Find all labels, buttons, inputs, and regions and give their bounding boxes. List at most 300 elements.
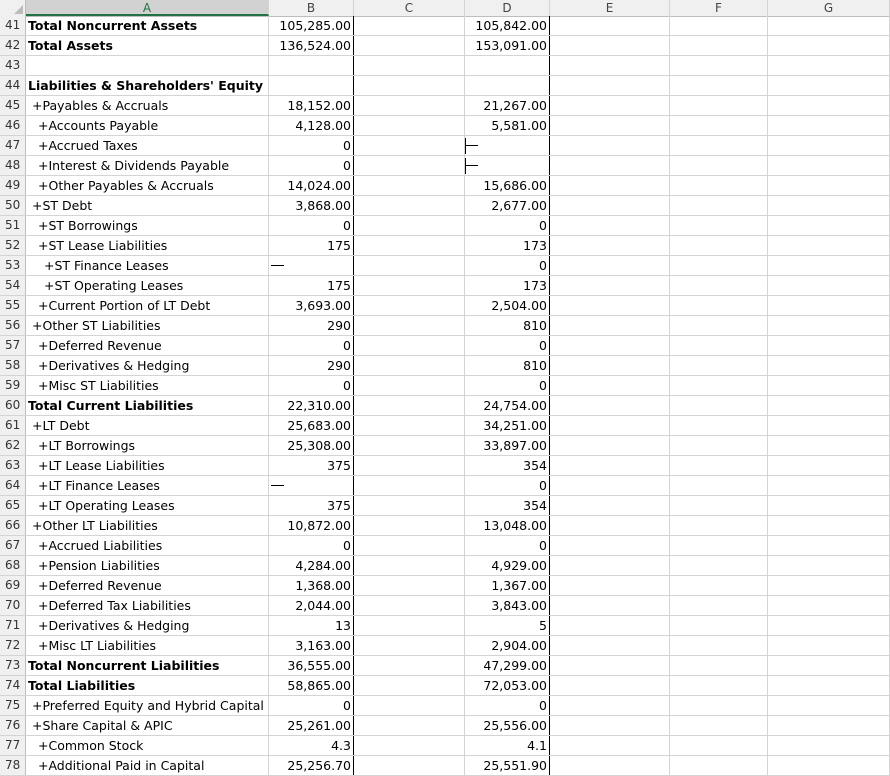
cell-f[interactable] xyxy=(670,256,768,275)
row-number[interactable]: 73 xyxy=(0,656,26,675)
cell-value-d[interactable]: 105,842.00 xyxy=(465,16,550,35)
cell-g[interactable] xyxy=(768,756,890,775)
cell-value-d[interactable]: 34,251.00 xyxy=(465,416,550,435)
cell-g[interactable] xyxy=(768,676,890,695)
cell-value-d[interactable]: 13,048.00 xyxy=(465,516,550,535)
cell-f[interactable] xyxy=(670,196,768,215)
cell-g[interactable] xyxy=(768,196,890,215)
cell-f[interactable] xyxy=(670,736,768,755)
cell-value-b[interactable]: 105,285.00 xyxy=(269,16,354,35)
cell-value-b[interactable]: 4.3 xyxy=(269,736,354,755)
cell-c[interactable] xyxy=(354,756,465,775)
cell-f[interactable] xyxy=(670,36,768,55)
row-number[interactable]: 69 xyxy=(0,576,26,595)
cell-f[interactable] xyxy=(670,456,768,475)
cell-g[interactable] xyxy=(768,536,890,555)
cell-c[interactable] xyxy=(354,16,465,35)
cell-e[interactable] xyxy=(550,456,670,475)
cell-f[interactable] xyxy=(670,536,768,555)
row-number[interactable]: 45 xyxy=(0,96,26,115)
cell-value-d[interactable]: 0 xyxy=(465,376,550,395)
cell-f[interactable] xyxy=(670,16,768,35)
cell-e[interactable] xyxy=(550,216,670,235)
cell-value-d[interactable]: 0 xyxy=(465,536,550,555)
cell-g[interactable] xyxy=(768,176,890,195)
row-number[interactable]: 64 xyxy=(0,476,26,495)
cell-f[interactable] xyxy=(670,496,768,515)
cell-c[interactable] xyxy=(354,296,465,315)
row-number[interactable]: 71 xyxy=(0,616,26,635)
cell-g[interactable] xyxy=(768,516,890,535)
cell-g[interactable] xyxy=(768,316,890,335)
cell-g[interactable] xyxy=(768,356,890,375)
column-header-c[interactable]: C xyxy=(354,0,465,16)
cell-label[interactable]: +Accrued Taxes xyxy=(26,136,269,155)
cell-c[interactable] xyxy=(354,396,465,415)
cell-c[interactable] xyxy=(354,156,465,175)
cell-value-b[interactable] xyxy=(269,256,354,275)
cell-label[interactable]: +Derivatives & Hedging xyxy=(26,356,269,375)
cell-e[interactable] xyxy=(550,336,670,355)
row-number[interactable]: 65 xyxy=(0,496,26,515)
cell-label[interactable]: +Other ST Liabilities xyxy=(26,316,269,335)
cell-c[interactable] xyxy=(354,56,465,75)
cell-c[interactable] xyxy=(354,496,465,515)
cell-label[interactable]: Total Assets xyxy=(26,36,269,55)
cell-value-b[interactable]: 0 xyxy=(269,376,354,395)
cell-value-b[interactable]: 136,524.00 xyxy=(269,36,354,55)
cell-label[interactable]: +Share Capital & APIC xyxy=(26,716,269,735)
cell-c[interactable] xyxy=(354,316,465,335)
cell-g[interactable] xyxy=(768,116,890,135)
cell-label[interactable]: +Accounts Payable xyxy=(26,116,269,135)
cell-f[interactable] xyxy=(670,716,768,735)
cell-value-b[interactable]: 58,865.00 xyxy=(269,676,354,695)
cell-value-d[interactable] xyxy=(465,76,550,95)
cell-c[interactable] xyxy=(354,356,465,375)
cell-g[interactable] xyxy=(768,136,890,155)
cell-c[interactable] xyxy=(354,216,465,235)
cell-c[interactable] xyxy=(354,516,465,535)
cell-e[interactable] xyxy=(550,56,670,75)
cell-e[interactable] xyxy=(550,476,670,495)
cell-f[interactable] xyxy=(670,76,768,95)
cell-g[interactable] xyxy=(768,636,890,655)
row-number[interactable]: 51 xyxy=(0,216,26,235)
cell-label[interactable]: +LT Finance Leases xyxy=(26,476,269,495)
cell-g[interactable] xyxy=(768,556,890,575)
cell-label[interactable]: +Preferred Equity and Hybrid Capital xyxy=(26,696,269,715)
row-number[interactable]: 59 xyxy=(0,376,26,395)
cell-value-b[interactable]: 0 xyxy=(269,136,354,155)
row-number[interactable]: 48 xyxy=(0,156,26,175)
cell-label[interactable]: +Accrued Liabilities xyxy=(26,536,269,555)
cell-g[interactable] xyxy=(768,56,890,75)
cell-e[interactable] xyxy=(550,236,670,255)
cell-label[interactable]: Liabilities & Shareholders' Equity xyxy=(26,76,269,95)
cell-f[interactable] xyxy=(670,376,768,395)
cell-g[interactable] xyxy=(768,656,890,675)
cell-e[interactable] xyxy=(550,536,670,555)
cell-c[interactable] xyxy=(354,576,465,595)
cell-f[interactable] xyxy=(670,476,768,495)
cell-g[interactable] xyxy=(768,236,890,255)
cell-value-b[interactable]: 4,128.00 xyxy=(269,116,354,135)
cell-f[interactable] xyxy=(670,56,768,75)
cell-c[interactable] xyxy=(354,236,465,255)
cell-e[interactable] xyxy=(550,76,670,95)
cell-c[interactable] xyxy=(354,196,465,215)
cell-value-b[interactable]: 2,044.00 xyxy=(269,596,354,615)
cell-label[interactable]: +Payables & Accruals xyxy=(26,96,269,115)
cell-value-d[interactable]: 173 xyxy=(465,236,550,255)
cell-value-d[interactable]: 0 xyxy=(465,696,550,715)
cell-g[interactable] xyxy=(768,256,890,275)
cell-c[interactable] xyxy=(354,276,465,295)
cell-e[interactable] xyxy=(550,696,670,715)
row-number[interactable]: 50 xyxy=(0,196,26,215)
cell-e[interactable] xyxy=(550,636,670,655)
cell-e[interactable] xyxy=(550,36,670,55)
cell-label[interactable]: Total Liabilities xyxy=(26,676,269,695)
cell-c[interactable] xyxy=(354,536,465,555)
cell-c[interactable] xyxy=(354,176,465,195)
cell-c[interactable] xyxy=(354,436,465,455)
row-number[interactable]: 42 xyxy=(0,36,26,55)
cell-value-b[interactable] xyxy=(269,76,354,95)
cell-value-b[interactable]: 0 xyxy=(269,336,354,355)
cell-value-d[interactable] xyxy=(465,136,550,155)
cell-e[interactable] xyxy=(550,576,670,595)
cell-value-b[interactable]: 10,872.00 xyxy=(269,516,354,535)
cell-c[interactable] xyxy=(354,36,465,55)
cell-label[interactable]: Total Noncurrent Assets xyxy=(26,16,269,35)
row-number[interactable]: 66 xyxy=(0,516,26,535)
cell-label[interactable]: +Other Payables & Accruals xyxy=(26,176,269,195)
cell-c[interactable] xyxy=(354,556,465,575)
row-number[interactable]: 55 xyxy=(0,296,26,315)
cell-value-b[interactable]: 25,261.00 xyxy=(269,716,354,735)
cell-label[interactable]: +ST Operating Leases xyxy=(26,276,269,295)
cell-value-b[interactable]: 0 xyxy=(269,156,354,175)
cell-g[interactable] xyxy=(768,436,890,455)
cell-value-b[interactable] xyxy=(269,56,354,75)
cell-value-b[interactable]: 25,683.00 xyxy=(269,416,354,435)
cell-g[interactable] xyxy=(768,576,890,595)
cell-g[interactable] xyxy=(768,336,890,355)
cell-e[interactable] xyxy=(550,256,670,275)
cell-g[interactable] xyxy=(768,216,890,235)
cell-value-d[interactable]: 0 xyxy=(465,216,550,235)
cell-label[interactable]: +ST Lease Liabilities xyxy=(26,236,269,255)
cell-g[interactable] xyxy=(768,496,890,515)
cell-e[interactable] xyxy=(550,196,670,215)
row-number[interactable]: 72 xyxy=(0,636,26,655)
row-number[interactable]: 41 xyxy=(0,16,26,35)
cell-g[interactable] xyxy=(768,736,890,755)
cell-label[interactable]: +LT Borrowings xyxy=(26,436,269,455)
cell-g[interactable] xyxy=(768,76,890,95)
cell-label[interactable]: Total Noncurrent Liabilities xyxy=(26,656,269,675)
cell-f[interactable] xyxy=(670,676,768,695)
cell-e[interactable] xyxy=(550,316,670,335)
cell-e[interactable] xyxy=(550,596,670,615)
cell-value-b[interactable]: 25,308.00 xyxy=(269,436,354,455)
row-number[interactable]: 58 xyxy=(0,356,26,375)
row-number[interactable]: 56 xyxy=(0,316,26,335)
cell-f[interactable] xyxy=(670,236,768,255)
cell-c[interactable] xyxy=(354,616,465,635)
cell-e[interactable] xyxy=(550,276,670,295)
cell-c[interactable] xyxy=(354,96,465,115)
cell-f[interactable] xyxy=(670,616,768,635)
cell-value-d[interactable]: 2,504.00 xyxy=(465,296,550,315)
cell-label[interactable]: +ST Debt xyxy=(26,196,269,215)
cell-value-b[interactable]: 0 xyxy=(269,696,354,715)
cell-c[interactable] xyxy=(354,136,465,155)
cell-f[interactable] xyxy=(670,156,768,175)
cell-value-d[interactable]: 4,929.00 xyxy=(465,556,550,575)
row-number[interactable]: 43 xyxy=(0,56,26,75)
cell-e[interactable] xyxy=(550,556,670,575)
column-header-a[interactable]: A xyxy=(26,0,269,16)
cell-f[interactable] xyxy=(670,276,768,295)
row-number[interactable]: 44 xyxy=(0,76,26,95)
cell-f[interactable] xyxy=(670,436,768,455)
cell-value-d[interactable]: 15,686.00 xyxy=(465,176,550,195)
cell-f[interactable] xyxy=(670,696,768,715)
cell-label[interactable]: +Derivatives & Hedging xyxy=(26,616,269,635)
cell-g[interactable] xyxy=(768,296,890,315)
cell-value-b[interactable]: 1,368.00 xyxy=(269,576,354,595)
cell-value-b[interactable]: 13 xyxy=(269,616,354,635)
cell-value-b[interactable]: 175 xyxy=(269,236,354,255)
row-number[interactable]: 49 xyxy=(0,176,26,195)
cell-e[interactable] xyxy=(550,356,670,375)
cell-value-b[interactable]: 375 xyxy=(269,496,354,515)
cell-label[interactable]: +LT Operating Leases xyxy=(26,496,269,515)
cell-value-b[interactable]: 25,256.70 xyxy=(269,756,354,775)
cell-f[interactable] xyxy=(670,316,768,335)
cell-c[interactable] xyxy=(354,676,465,695)
column-header-g[interactable]: G xyxy=(768,0,890,16)
cell-value-d[interactable]: 2,904.00 xyxy=(465,636,550,655)
cell-value-d[interactable]: 25,556.00 xyxy=(465,716,550,735)
cell-e[interactable] xyxy=(550,416,670,435)
cell-value-b[interactable]: 3,693.00 xyxy=(269,296,354,315)
cell-c[interactable] xyxy=(354,376,465,395)
cell-label[interactable]: +Interest & Dividends Payable xyxy=(26,156,269,175)
cell-value-d[interactable]: 153,091.00 xyxy=(465,36,550,55)
cell-f[interactable] xyxy=(670,756,768,775)
cell-g[interactable] xyxy=(768,376,890,395)
cell-e[interactable] xyxy=(550,676,670,695)
cell-label[interactable]: +Additional Paid in Capital xyxy=(26,756,269,775)
cell-value-b[interactable] xyxy=(269,476,354,495)
cell-value-d[interactable]: 810 xyxy=(465,356,550,375)
cell-g[interactable] xyxy=(768,476,890,495)
cell-value-d[interactable]: 0 xyxy=(465,336,550,355)
cell-g[interactable] xyxy=(768,696,890,715)
cell-c[interactable] xyxy=(354,416,465,435)
cell-c[interactable] xyxy=(354,476,465,495)
cell-c[interactable] xyxy=(354,116,465,135)
row-number[interactable]: 57 xyxy=(0,336,26,355)
cell-value-d[interactable]: 24,754.00 xyxy=(465,396,550,415)
cell-c[interactable] xyxy=(354,76,465,95)
cell-e[interactable] xyxy=(550,96,670,115)
cell-label[interactable]: +Deferred Revenue xyxy=(26,576,269,595)
cell-value-b[interactable]: 0 xyxy=(269,536,354,555)
cell-f[interactable] xyxy=(670,336,768,355)
cell-value-b[interactable]: 290 xyxy=(269,356,354,375)
cell-value-b[interactable]: 0 xyxy=(269,216,354,235)
cell-value-d[interactable] xyxy=(465,156,550,175)
cell-f[interactable] xyxy=(670,216,768,235)
cell-f[interactable] xyxy=(670,636,768,655)
cell-f[interactable] xyxy=(670,396,768,415)
cell-label[interactable]: +Other LT Liabilities xyxy=(26,516,269,535)
cell-value-d[interactable]: 25,551.90 xyxy=(465,756,550,775)
cell-label[interactable]: +ST Borrowings xyxy=(26,216,269,235)
cell-f[interactable] xyxy=(670,556,768,575)
cell-value-b[interactable]: 14,024.00 xyxy=(269,176,354,195)
row-number[interactable]: 63 xyxy=(0,456,26,475)
cell-e[interactable] xyxy=(550,756,670,775)
cell-value-b[interactable]: 375 xyxy=(269,456,354,475)
cell-value-d[interactable]: 4.1 xyxy=(465,736,550,755)
cell-f[interactable] xyxy=(670,176,768,195)
row-number[interactable]: 60 xyxy=(0,396,26,415)
cell-c[interactable] xyxy=(354,636,465,655)
cell-value-d[interactable]: 354 xyxy=(465,456,550,475)
cell-e[interactable] xyxy=(550,436,670,455)
cell-f[interactable] xyxy=(670,576,768,595)
column-header-b[interactable]: B xyxy=(269,0,354,16)
cell-f[interactable] xyxy=(670,416,768,435)
row-number[interactable]: 77 xyxy=(0,736,26,755)
row-number[interactable]: 78 xyxy=(0,756,26,775)
row-number[interactable]: 52 xyxy=(0,236,26,255)
cell-f[interactable] xyxy=(670,136,768,155)
cell-f[interactable] xyxy=(670,656,768,675)
cell-e[interactable] xyxy=(550,656,670,675)
cell-value-b[interactable]: 18,152.00 xyxy=(269,96,354,115)
cell-e[interactable] xyxy=(550,296,670,315)
cell-c[interactable] xyxy=(354,456,465,475)
row-number[interactable]: 74 xyxy=(0,676,26,695)
cell-c[interactable] xyxy=(354,596,465,615)
cell-g[interactable] xyxy=(768,416,890,435)
cell-g[interactable] xyxy=(768,396,890,415)
cell-g[interactable] xyxy=(768,156,890,175)
cell-value-b[interactable]: 290 xyxy=(269,316,354,335)
cell-e[interactable] xyxy=(550,496,670,515)
cell-value-d[interactable]: 21,267.00 xyxy=(465,96,550,115)
row-number[interactable]: 68 xyxy=(0,556,26,575)
cell-e[interactable] xyxy=(550,736,670,755)
cell-e[interactable] xyxy=(550,396,670,415)
cell-value-d[interactable]: 5 xyxy=(465,616,550,635)
cell-c[interactable] xyxy=(354,696,465,715)
select-all-corner[interactable] xyxy=(0,0,26,16)
cell-value-b[interactable]: 175 xyxy=(269,276,354,295)
cell-c[interactable] xyxy=(354,736,465,755)
cell-value-d[interactable]: 0 xyxy=(465,256,550,275)
cell-e[interactable] xyxy=(550,136,670,155)
cell-label[interactable] xyxy=(26,56,269,75)
cell-f[interactable] xyxy=(670,116,768,135)
cell-value-d[interactable]: 2,677.00 xyxy=(465,196,550,215)
cell-c[interactable] xyxy=(354,716,465,735)
row-number[interactable]: 47 xyxy=(0,136,26,155)
cell-label[interactable]: +LT Debt xyxy=(26,416,269,435)
cell-value-d[interactable]: 72,053.00 xyxy=(465,676,550,695)
cell-value-d[interactable]: 1,367.00 xyxy=(465,576,550,595)
cell-value-d[interactable]: 810 xyxy=(465,316,550,335)
row-number[interactable]: 53 xyxy=(0,256,26,275)
cell-e[interactable] xyxy=(550,616,670,635)
cell-f[interactable] xyxy=(670,596,768,615)
cell-value-d[interactable]: 354 xyxy=(465,496,550,515)
cell-g[interactable] xyxy=(768,596,890,615)
cell-value-d[interactable]: 0 xyxy=(465,476,550,495)
cell-label[interactable]: +Pension Liabilities xyxy=(26,556,269,575)
column-header-e[interactable]: E xyxy=(550,0,670,16)
cell-value-d[interactable]: 3,843.00 xyxy=(465,596,550,615)
cell-label[interactable]: +Deferred Tax Liabilities xyxy=(26,596,269,615)
cell-g[interactable] xyxy=(768,616,890,635)
cell-c[interactable] xyxy=(354,336,465,355)
cell-label[interactable]: +LT Lease Liabilities xyxy=(26,456,269,475)
column-header-f[interactable]: F xyxy=(670,0,768,16)
column-header-d[interactable]: D xyxy=(465,0,550,16)
cell-c[interactable] xyxy=(354,256,465,275)
cell-label[interactable]: +Current Portion of LT Debt xyxy=(26,296,269,315)
cell-label[interactable]: +ST Finance Leases xyxy=(26,256,269,275)
cell-value-b[interactable]: 22,310.00 xyxy=(269,396,354,415)
cell-e[interactable] xyxy=(550,16,670,35)
row-number[interactable]: 76 xyxy=(0,716,26,735)
cell-f[interactable] xyxy=(670,516,768,535)
cell-g[interactable] xyxy=(768,96,890,115)
cell-f[interactable] xyxy=(670,96,768,115)
cell-e[interactable] xyxy=(550,176,670,195)
row-number[interactable]: 75 xyxy=(0,696,26,715)
cell-g[interactable] xyxy=(768,36,890,55)
cell-e[interactable] xyxy=(550,516,670,535)
cell-label[interactable]: +Misc LT Liabilities xyxy=(26,636,269,655)
cell-g[interactable] xyxy=(768,276,890,295)
cell-e[interactable] xyxy=(550,156,670,175)
cell-value-b[interactable]: 3,163.00 xyxy=(269,636,354,655)
cell-label[interactable]: +Deferred Revenue xyxy=(26,336,269,355)
row-number[interactable]: 46 xyxy=(0,116,26,135)
cell-value-d[interactable]: 173 xyxy=(465,276,550,295)
cell-label[interactable]: Total Current Liabilities xyxy=(26,396,269,415)
cell-g[interactable] xyxy=(768,456,890,475)
cell-label[interactable]: +Misc ST Liabilities xyxy=(26,376,269,395)
cell-g[interactable] xyxy=(768,716,890,735)
row-number[interactable]: 62 xyxy=(0,436,26,455)
cell-label[interactable]: +Common Stock xyxy=(26,736,269,755)
cell-value-b[interactable]: 3,868.00 xyxy=(269,196,354,215)
cell-f[interactable] xyxy=(670,356,768,375)
cell-value-d[interactable]: 47,299.00 xyxy=(465,656,550,675)
cell-value-d[interactable]: 33,897.00 xyxy=(465,436,550,455)
row-number[interactable]: 70 xyxy=(0,596,26,615)
cell-c[interactable] xyxy=(354,656,465,675)
